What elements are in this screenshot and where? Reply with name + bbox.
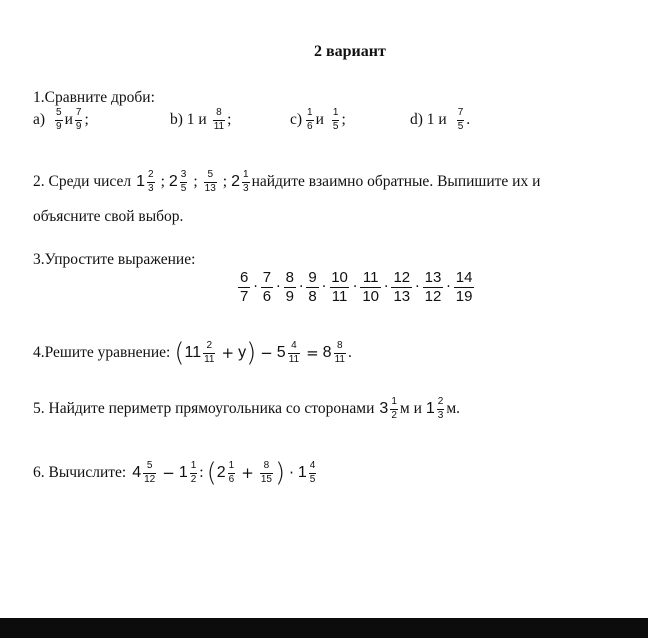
task1-item-a [33, 108, 89, 132]
task3-fraction-6: $\frac{11}{10}$ [362, 269, 380, 305]
task4-fraction-1: $\frac{2}{11}$ [204, 340, 215, 365]
task1-item-c [290, 108, 346, 132]
task3-fraction-1: $\frac{6}{7}$ [240, 269, 249, 305]
task1-b-end: ; [227, 111, 232, 129]
task6-fraction-1: $\frac{5}{12}$ [144, 460, 156, 485]
task3-fraction-9: $\frac{14}{19}$ [455, 269, 473, 305]
task4-fraction-3: $\frac{8}{11}$ [334, 340, 345, 365]
task5-end: м. [446, 400, 461, 418]
task1-a-end: ; [84, 111, 89, 129]
page-title: 2 вариант [314, 43, 386, 60]
task3-fraction-4: $\frac{9}{8}$ [308, 269, 317, 305]
task6-dot: · [289, 463, 294, 482]
task1-b-label: b) 1 и [170, 111, 207, 129]
task4-whole-1: 11 [184, 344, 202, 361]
task3-multiply-dot: · [276, 279, 281, 296]
task5-prefix: 5. Найдите периметр прямоугольника со сторонами [33, 400, 375, 418]
task6-whole-2: 1 [178, 464, 188, 481]
task4-end: . [347, 344, 352, 362]
task3-heading: 3.Упростите выражение: [33, 251, 196, 268]
task3-multiply-dot: · [352, 279, 358, 296]
task6-fraction-2: $\frac{1}{2}$ [190, 460, 197, 485]
task3-fraction-7: $\frac{12}{13}$ [393, 269, 411, 305]
task3-multiply-dot: · [415, 279, 420, 296]
task3-fraction-8: $\frac{13}{12}$ [424, 269, 442, 305]
task1-c-fraction-1: $\frac{1}{6}$ [307, 107, 313, 132]
task1-a-conj: и [64, 111, 73, 129]
task4-left-paren: ( [174, 338, 185, 368]
task2-n2-whole: 2 [168, 173, 178, 190]
task2-sep-3: ; [222, 173, 228, 191]
task6-whole-1: 4 [132, 464, 142, 481]
task2-n4-fraction: $\frac{1}{3}$ [243, 169, 249, 194]
task6-fraction-3: $\frac{1}{6}$ [228, 460, 235, 485]
task1-item-b [170, 108, 231, 132]
task6-whole-3: 2 [216, 464, 226, 481]
task1-d-fraction: $\frac{7}{5}$ [457, 107, 464, 132]
task3-multiply-dot: · [321, 279, 327, 296]
task2-line-2: объясните свой выбор. [33, 208, 184, 225]
task1-heading: 1.Сравните дроби: [33, 89, 155, 106]
task3-multiply-dot: · [446, 279, 451, 296]
task6-line [33, 460, 318, 486]
task2-sep-1: ; [160, 173, 165, 191]
task5-whole-2: 1 [425, 400, 435, 417]
task1-b-fraction: $\frac{8}{11}$ [213, 107, 225, 132]
task1-c-label: с) [290, 111, 303, 129]
task5-fraction-1: $\frac{1}{2}$ [391, 396, 397, 421]
task1-item-d [410, 108, 470, 132]
task4-plus: + [221, 343, 235, 362]
task3-fraction-3: $\frac{8}{9}$ [285, 269, 294, 305]
task4-equals: = [306, 343, 319, 362]
task4-line [33, 340, 352, 366]
task6-right-paren: ) [274, 458, 286, 488]
task6-plus: + [241, 463, 254, 482]
task1-a-fraction-2: $\frac{7}{9}$ [75, 107, 82, 132]
task6-whole-4: 1 [297, 464, 307, 481]
task4-whole-3: 8 [322, 344, 332, 361]
task6-colon: : [199, 464, 204, 482]
task2-n3-fraction: $\frac{5}{13}$ [204, 169, 216, 194]
task2-prefix: 2. Среди чисел [33, 173, 132, 191]
task5-whole-1: 3 [379, 400, 389, 417]
task1-d-end: . [466, 111, 471, 129]
task2-suffix: найдите взаимно обратные. Выпишите их и [251, 173, 541, 191]
task1-c-end: ; [341, 111, 346, 129]
task6-fraction-4: $\frac{8}{15}$ [260, 460, 272, 485]
task2-n2-fraction: $\frac{3}{5}$ [180, 169, 187, 194]
task5-fraction-2: $\frac{2}{3}$ [437, 396, 444, 421]
task5-mid: м и [399, 400, 422, 418]
task3-multiply-dot: · [253, 279, 258, 296]
task3-multiply-dot: · [384, 279, 389, 296]
task3-fraction-5: $\frac{10}{11}$ [331, 269, 348, 305]
task3-fraction-2: $\frac{7}{6}$ [262, 269, 272, 305]
task4-right-paren: ) [246, 338, 257, 368]
task5-line [33, 397, 460, 421]
task4-prefix: 4.Решите уравнение: [33, 344, 171, 362]
task1-a-fraction-1: $\frac{5}{9}$ [56, 107, 62, 132]
bottom-bar [0, 618, 648, 638]
task6-prefix: 6. Вычислите: [33, 464, 127, 482]
task6-minus: − [162, 463, 175, 482]
task2-n1-fraction: $\frac{2}{3}$ [148, 169, 154, 194]
task1-d-label: d) 1 и [410, 111, 447, 129]
task4-variable: y [238, 344, 247, 361]
task6-fraction-5: $\frac{4}{5}$ [309, 460, 316, 485]
task1-c-fraction-2: $\frac{1}{5}$ [332, 107, 339, 132]
task2-line-1 [33, 170, 540, 194]
task3-expression [236, 270, 476, 305]
task6-left-paren: ( [206, 458, 217, 488]
task4-minus: − [260, 343, 273, 362]
task3-multiply-dot: · [298, 279, 304, 296]
task2-n4-whole: 2 [231, 173, 240, 190]
task2-n1-whole: 1 [136, 173, 145, 190]
task4-whole-2: 5 [276, 344, 286, 361]
task1-c-conj: и [315, 111, 324, 129]
task4-fraction-2: $\frac{4}{11}$ [288, 340, 300, 365]
task2-sep-2: ; [193, 173, 198, 191]
task1-a-label: а) [33, 111, 46, 129]
